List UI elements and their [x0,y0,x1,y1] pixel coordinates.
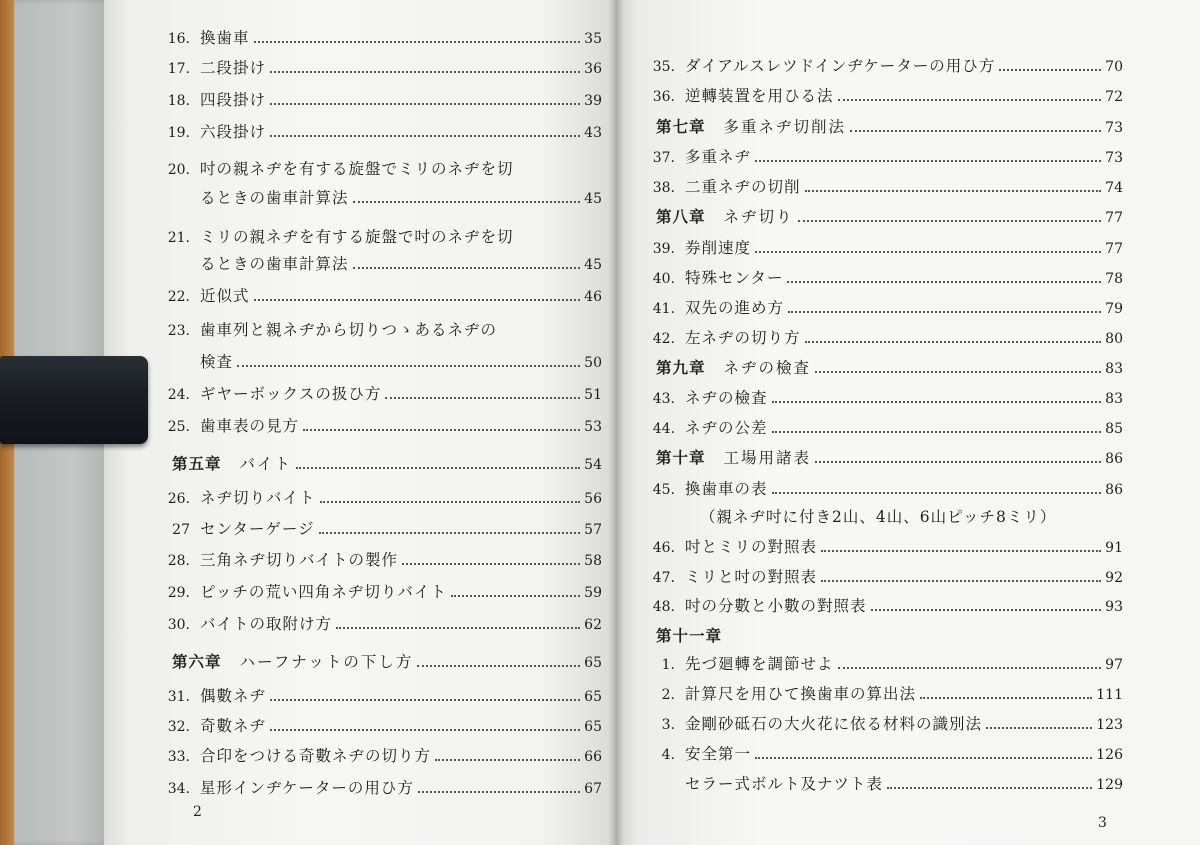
toc-entry: 31. 偶數ネヂ 65 [167,687,602,705]
toc-entry: 32. 奇數ネヂ 65 [167,717,602,735]
toc-entry: 24. ギヤーボックスの扱ひ方 51 [167,385,602,403]
toc-entry: セラー式ボルト及ナツト表 129 [685,775,1123,793]
toc-entry: 36. 逆轉装置を用ひる法 72 [652,87,1123,105]
binder-clip [0,356,148,444]
toc-entry: 18. 四段掛け 39 [167,91,602,109]
toc-entry: 16. 換歯車 35 [167,29,602,47]
toc-entry: 47. ミリと吋の對照表 92 [652,568,1123,586]
toc-entry-continued: 検査 50 [200,353,602,371]
toc-entry: 41. 双先の進め方 79 [652,299,1123,317]
book-gutter [608,0,624,845]
toc-entry-continued: るときの歯車計算法 45 [200,255,602,273]
toc-entry: 29. ピッチの荒い四角ネヂ切りバイト 59 [167,583,602,601]
toc-entry: 44. ネヂの公差 85 [652,419,1123,437]
toc-entry: 22. 近似式 46 [167,287,602,305]
toc-entry: 28. 三角ネヂ切りバイトの製作 58 [167,551,602,569]
toc-entry: 33. 合印をつける奇數ネヂの切り方 66 [167,747,602,765]
toc-entry: 43. ネヂの檢査 83 [652,389,1123,407]
toc-entry: 48. 吋の分數と小數の對照表 93 [652,597,1123,615]
toc-entry: 42. 左ネヂの切り方 80 [652,329,1123,347]
toc-entry: 30. バイトの取附け方 62 [167,615,602,633]
toc-entry: 39. 券削速度 77 [652,239,1123,257]
toc-entry: 23. 歯車列と親ネヂから切りつゝあるネヂの [167,321,498,339]
toc-entry: 1. 先づ廻轉を調節せよ 97 [661,655,1123,673]
toc-entry: 46. 吋とミリの對照表 91 [652,538,1123,556]
toc-note: （親ネヂ吋に付き2山、4山、6山ピッチ8ミリ） [700,508,1057,526]
toc-entry: 2. 計算尺を用ひて換歯車の算出法 111 [661,685,1123,703]
toc-entry: 40. 特殊センター 78 [652,269,1123,287]
toc-entry-continued: るときの歯車計算法 45 [200,189,602,207]
toc-chapter: 第五章 バイト 54 [172,454,602,473]
toc-chapter: 第七章 多重ネヂ切削法 73 [656,117,1123,136]
toc-entry: 35. ダイアルスレツドインヂケーターの用ひ方 70 [652,57,1123,75]
toc-entry: 37. 多重ネヂ 73 [652,148,1123,166]
toc-chapter: 第八章 ネヂ切り 77 [656,207,1123,226]
toc-chapter: 第九章 ネヂの檢査 83 [656,358,1123,377]
toc-entry: 19. 六段掛け 43 [167,123,602,141]
toc-chapter: 第十章 工場用諸表 86 [656,448,1123,467]
toc-entry: 4. 安全第一 126 [661,745,1123,763]
toc-entry: 38. 二重ネヂの切削 74 [652,178,1123,196]
toc-entry: 26. ネヂ切りバイト 56 [167,489,602,507]
toc-entry: 21. ミリの親ネヂを有する旋盤で吋のネヂを切 [167,228,514,246]
toc-entry: 20. 吋の親ネヂを有する旋盤でミリのネヂを切 [167,160,514,178]
toc-chapter: 第六章 ハーフナットの下し方 65 [172,652,602,671]
page-number: 2 [193,804,202,820]
toc-entry: 25. 歯車表の見方 53 [167,417,602,435]
toc-entry: 34. 星形インヂケーターの用ひ方 67 [167,779,602,797]
toc-entry: 27 センターゲージ 57 [172,520,602,538]
page-number: 3 [1098,815,1107,831]
toc-chapter: 第十一章 [656,626,723,645]
toc-entry: 3. 金剛砂砥石の大火花に依る材料の識別法 123 [661,715,1123,733]
toc-entry: 45. 換歯車の表 86 [652,480,1123,498]
toc-entry: 17. 二段掛け 36 [167,59,602,77]
